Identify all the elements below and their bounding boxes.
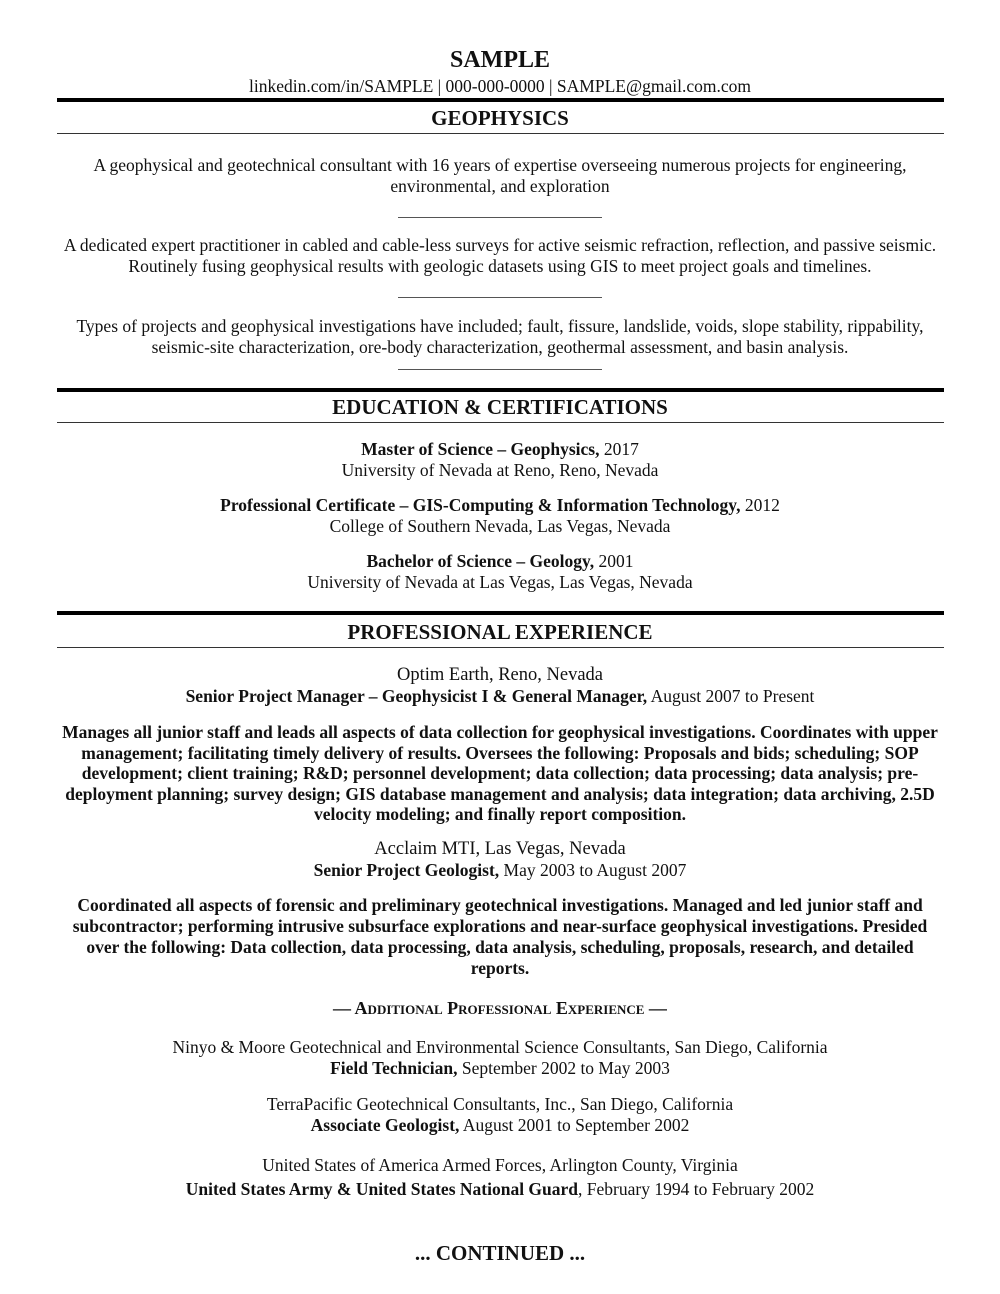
dates: , February 1994 to February 2002 [578,1179,815,1199]
year: 2001 [594,551,634,571]
company: Optim Earth, Reno, Nevada [396,665,603,685]
experience-heading: PROFESSIONAL EXPERIENCE [347,620,653,644]
degree: Master of Science – Geophysics, [361,439,600,459]
profile-title: GEOPHYSICS [431,106,569,130]
education-entry [55,551,945,592]
divider [398,369,602,370]
education-entry [55,495,945,536]
divider [57,611,944,615]
job-entry [55,1037,945,1078]
year: 2017 [599,439,639,459]
job-description: Manages all junior staff and leads all aspects of data collection for geophysical investigations. Coordinates with upper management; facilitating timely delivery of results. Oversees the following: Proposals and bids; scheduling; SOP development; client training; R&D; personnel development; data collection; data processing; data analysis; pre-deployment planning; survey design; GIS database management and analysis; data integration; data archiving, 2.5D velocity modeling; and finally report composition. [62,722,938,824]
year: 2012 [740,495,780,515]
divider [57,388,944,392]
role: Associate Geologist, [310,1114,460,1135]
company: Acclaim MTI, Las Vegas, Nevada [374,839,626,859]
job-entry [55,838,945,881]
job-entry [55,1094,945,1135]
job-entry [55,664,945,707]
divider [57,98,944,102]
degree: Professional Certificate – GIS-Computing & Information Technology, [220,495,741,515]
summary-paragraph: A dedicated expert practitioner in cabled and cable-less surveys for active seismic refraction, reflection, and passive seismic. Routinely fusing geophysical results with geologic datasets using GIS to meet project goals and timelines. [63,235,937,276]
company: Ninyo & Moore Geotechnical and Environmental Science Consultants, San Diego, California [172,1037,828,1057]
summary-paragraph: Types of projects and geophysical investigations have included; fault, fissure, landslide, voids, slope stability, rippability, seismic-site characterization, ore-body characterization, geothermal assessment, and basin analysis. [76,316,924,357]
school: University of Nevada at Reno, Reno, Nevada [341,459,659,480]
divider [398,297,602,298]
candidate-name: SAMPLE [449,47,550,73]
divider [57,133,944,134]
company: TerraPacific Geotechnical Consultants, Inc., San Diego, California [266,1094,734,1114]
divider [57,422,944,423]
dates: September 2002 to May 2003 [457,1057,670,1078]
degree: Bachelor of Science – Geology, [366,551,595,571]
divider [398,217,602,218]
school: College of Southern Nevada, Las Vegas, Nevada [329,515,671,536]
contact-line: linkedin.com/in/SAMPLE | 000-000-0000 | SAMPLE@gmail.com.com [249,76,751,96]
role: Field Technician, [330,1057,458,1078]
dates: August 2007 to Present [647,686,815,706]
dates: May 2003 to August 2007 [499,860,687,880]
education-entry [55,439,945,480]
role: Senior Project Geologist, [313,860,500,880]
role: Senior Project Manager – Geophysicist I & General Manager, [185,686,648,706]
school: University of Nevada at Las Vegas, Las Vegas, Nevada [307,571,693,592]
company: United States of America Armed Forces, Arlington County, Virginia [262,1155,738,1175]
job-description: Coordinated all aspects of forensic and preliminary geotechnical investigations. Managed and led junior staff and subcontractor; performing intrusive subsurface explorations and near-surface geophysical investigations. Presided over the following: Data collection, data processing, data analysis, scheduling, proposals, research, and detailed reports. [72,895,928,978]
dates: August 2001 to September 2002 [459,1114,690,1135]
summary-paragraph: A geophysical and geotechnical consultant with 16 years of expertise overseeing numerous projects for engineering, environmental, and exploration [93,155,907,196]
divider [57,647,944,648]
job-entry [55,1153,945,1201]
additional-experience-heading: — Additional Professional Experience — [333,998,667,1018]
education-heading: EDUCATION & CERTIFICATIONS [332,395,668,419]
continued-label: ... CONTINUED ... [414,1241,586,1265]
role: United States Army & United States National Guard [185,1179,579,1199]
